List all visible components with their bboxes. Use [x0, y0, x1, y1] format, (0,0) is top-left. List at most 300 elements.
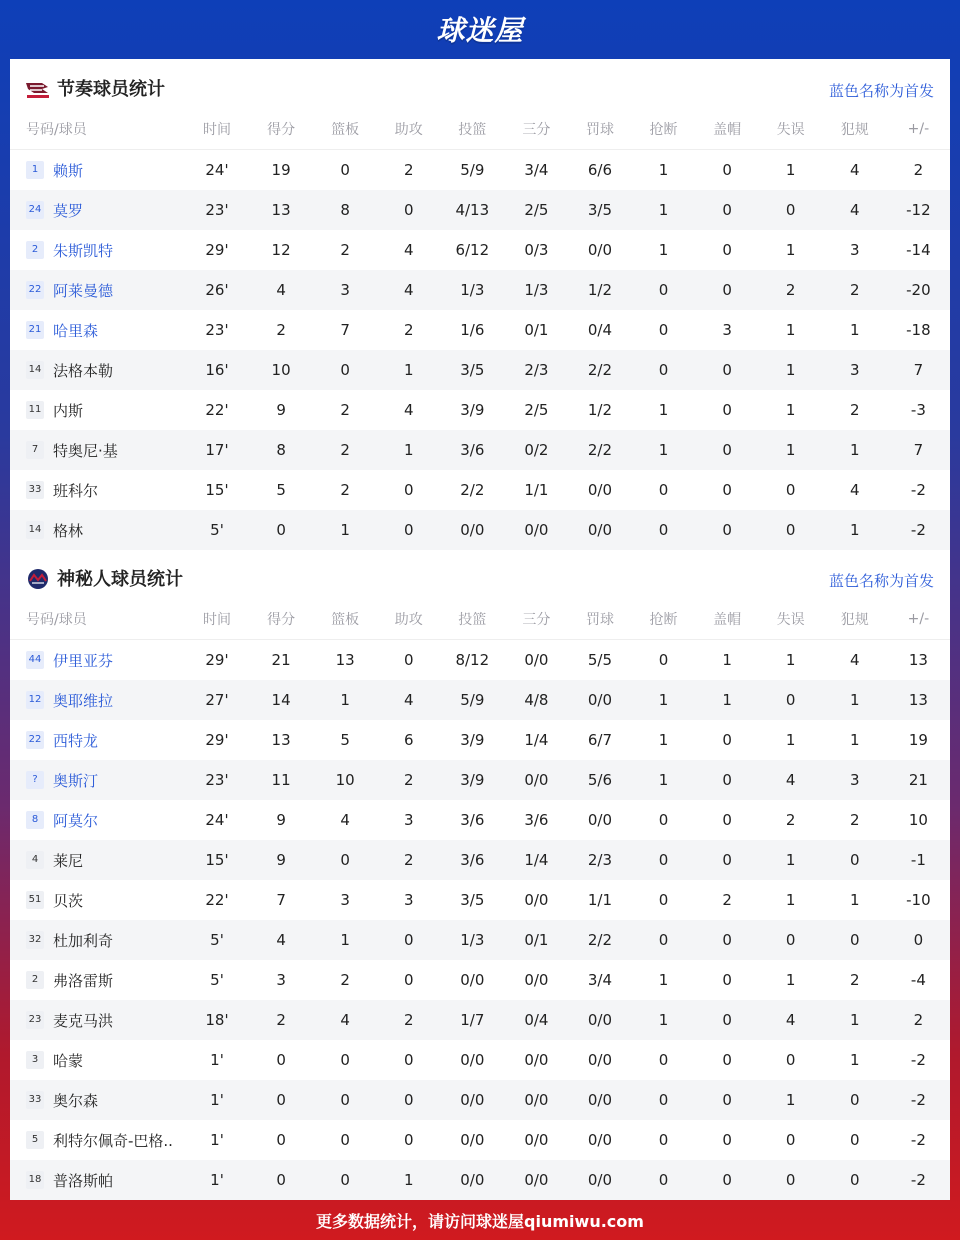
stat-cell: 0 [696, 1160, 759, 1200]
player-cell [10, 880, 185, 920]
stat-cell: 3 [823, 350, 887, 390]
footer-text: 更多数据统计，请访问球迷屋qiumiwu.com [316, 1211, 644, 1231]
stat-cell: 0 [658, 811, 669, 829]
stat-cell: 3/5 [440, 350, 504, 390]
stat-cell: 2/3 [504, 350, 568, 390]
stat-cell: 2 [276, 321, 286, 339]
stat-cell: 1/3 [440, 270, 504, 310]
column-header: 罚球 [585, 122, 614, 138]
stat-cell: 13 [908, 651, 928, 669]
player-cell [10, 760, 185, 800]
column-header: 盖帽 [713, 122, 742, 138]
player-cell [10, 190, 185, 230]
stat-cell: 5' [210, 971, 224, 989]
stat-cell: 0 [759, 680, 823, 720]
stat-cell: 0 [722, 1051, 732, 1069]
player-name: 班科尔 [53, 481, 99, 500]
jersey-number-badge: 14 [26, 361, 44, 379]
player-cell [10, 1000, 185, 1040]
jersey-number-badge: 2 [26, 241, 44, 259]
stat-cell: 1/3 [440, 920, 504, 960]
stat-cell: 4 [403, 241, 414, 259]
stat-cell: 0/0 [568, 680, 631, 720]
stat-cell: 0 [658, 1051, 669, 1069]
stat-cell: 5/9 [440, 680, 504, 720]
stat-cell: 29' [205, 651, 229, 669]
stat-cell: 1' [210, 1131, 224, 1149]
column-header: 篮板 [331, 122, 360, 138]
column-header: 投篮 [458, 612, 487, 628]
stat-cell: 3 [340, 891, 350, 909]
stat-cell: 2 [823, 270, 887, 310]
stat-cell: 2 [313, 430, 377, 470]
stat-cell: 4 [340, 811, 350, 829]
player-cell [10, 640, 185, 681]
stat-cell: 1/2 [587, 401, 613, 419]
jersey-number-badge: 33 [26, 1091, 44, 1109]
player-row [10, 430, 950, 470]
stat-cell: 1 [849, 731, 860, 749]
player-cell [10, 430, 185, 470]
stat-cell: 1/3 [504, 270, 568, 310]
stat-cell: 21 [271, 651, 291, 669]
stat-cell: 1 [785, 241, 796, 259]
player-row [10, 1000, 950, 1040]
stat-cell: 1 [849, 891, 860, 909]
stat-cell: 5/6 [568, 760, 631, 800]
player-name: 麦克马洪 [53, 1011, 114, 1030]
player-cell [10, 150, 185, 191]
stat-cell: 0 [785, 481, 796, 499]
stat-cell: 13 [887, 680, 950, 720]
stat-cell: -2 [910, 1131, 926, 1149]
stat-cell: 14 [249, 680, 313, 720]
stat-cell: 24' [205, 161, 229, 179]
stat-cell: 0 [658, 481, 669, 499]
stat-cell: 0 [759, 1160, 823, 1200]
stat-cell: -3 [910, 401, 926, 419]
stat-cell: 1 [823, 1000, 887, 1040]
player-cell [10, 350, 185, 390]
player-cell [10, 1040, 185, 1080]
stat-cell: 1 [759, 1080, 823, 1120]
stat-cell: 1 [759, 350, 823, 390]
stat-cell: 19 [908, 731, 928, 749]
stat-cell: 1 [823, 680, 887, 720]
stat-cell: 4 [377, 680, 440, 720]
stat-cell: 0 [696, 510, 759, 550]
stat-cell: 0/0 [524, 1051, 549, 1069]
player-name: 杜加利奇 [53, 931, 114, 950]
player-row [10, 190, 950, 230]
jersey-number-badge: 33 [26, 481, 44, 499]
player-row [10, 640, 950, 681]
stat-cell: 10 [908, 811, 928, 829]
player-name: 莫罗 [53, 201, 84, 220]
stat-cell: 6 [403, 731, 414, 749]
stat-cell: 2 [849, 401, 860, 419]
column-header: 抢断 [649, 122, 678, 138]
stat-cell: 0 [696, 1080, 759, 1120]
stat-cell: 2 [403, 161, 414, 179]
stat-cell: 18' [185, 1000, 249, 1040]
stat-cell: 0 [696, 920, 759, 960]
column-header: 号码/球员 [26, 122, 87, 138]
player-cell [10, 840, 185, 880]
starter-legend-note: 蓝色名称为首发 [828, 82, 934, 100]
stat-cell: 1' [185, 1080, 249, 1120]
stat-cell: 1 [377, 350, 440, 390]
column-header: 失误 [776, 612, 805, 628]
stat-cell: 0 [313, 1080, 377, 1120]
jersey-number-badge: 23 [26, 1011, 44, 1029]
stat-cell: 7 [340, 321, 350, 339]
player-row [10, 760, 950, 800]
player-row [10, 470, 950, 510]
jersey-number-badge: 21 [26, 321, 44, 339]
player-row [10, 800, 950, 840]
stat-cell: 0 [722, 401, 732, 419]
stat-cell: 1 [631, 1000, 695, 1040]
stat-cell: 3 [403, 811, 414, 829]
player-name: 赖斯 [53, 161, 84, 180]
stat-cell: -12 [887, 190, 950, 230]
stat-cell: 3/6 [460, 811, 485, 829]
stat-cell: 1 [658, 241, 669, 259]
column-header: 投篮 [458, 122, 487, 138]
stat-cell: 0/0 [440, 510, 504, 550]
stat-cell: 4/13 [440, 190, 504, 230]
column-header: 三分 [522, 122, 551, 138]
player-name: 伊里亚芬 [53, 651, 114, 670]
stat-cell: 1 [785, 401, 796, 419]
stat-cell: 0 [696, 760, 759, 800]
player-row [10, 270, 950, 310]
player-row [10, 310, 950, 350]
stat-cell: 0 [658, 891, 669, 909]
player-cell [10, 720, 185, 760]
stat-cell: 3 [276, 971, 286, 989]
stat-cell: 23' [205, 321, 229, 339]
stat-cell: 7 [276, 891, 286, 909]
stat-cell: 3/9 [440, 760, 504, 800]
stat-cell: 4 [249, 920, 313, 960]
player-name: 阿莱曼德 [53, 281, 114, 300]
player-row [10, 960, 950, 1000]
jersey-number-badge: 3 [26, 1051, 44, 1069]
column-header: 篮板 [331, 612, 360, 628]
stat-cell: -4 [910, 971, 926, 989]
stat-cell: 0 [631, 920, 695, 960]
jersey-number-badge: 22 [26, 281, 44, 299]
stat-cell: 0 [403, 481, 414, 499]
stat-cell: 0 [658, 321, 669, 339]
starter-legend-note-2: 蓝色名称为首发 [828, 572, 934, 590]
stat-cell: 2 [377, 1000, 440, 1040]
stat-cell: 29' [205, 241, 229, 259]
stat-cell: 1 [631, 760, 695, 800]
stat-cell: 2/2 [568, 430, 631, 470]
stat-cell: 2/5 [504, 190, 568, 230]
player-name: 奥耶维拉 [53, 691, 114, 710]
stat-cell: 4 [849, 161, 860, 179]
stat-cell: 13 [335, 651, 355, 669]
player-cell [10, 680, 185, 720]
stat-cell: -2 [910, 481, 926, 499]
player-cell [10, 1120, 185, 1160]
stat-cell: 0 [823, 1160, 887, 1200]
stat-cell: 0 [696, 1000, 759, 1040]
stat-cell: 1 [785, 891, 796, 909]
table-header-row [10, 109, 950, 150]
stat-cell: 0 [403, 1131, 414, 1149]
stat-cell: -2 [910, 1051, 926, 1069]
stat-cell: 0 [631, 1080, 695, 1120]
jersey-number-badge: 2 [26, 971, 44, 989]
brand-logo: 球迷屋 [436, 14, 524, 47]
stat-cell: 0 [377, 1080, 440, 1120]
stat-cell: 0 [377, 190, 440, 230]
player-row [10, 1040, 950, 1080]
stat-cell: 1 [313, 920, 377, 960]
stat-cell: 1 [313, 680, 377, 720]
stat-cell: 2 [340, 481, 350, 499]
stat-cell: 1 [849, 321, 860, 339]
team2-title: 神秘人球员统计 [57, 569, 183, 590]
stat-cell: 1 [785, 971, 796, 989]
stat-cell: 0 [759, 920, 823, 960]
player-cell [10, 800, 185, 840]
stat-cell: 3/6 [440, 430, 504, 470]
stat-cell: 0 [696, 840, 759, 880]
stat-cell: 0/0 [568, 1000, 631, 1040]
column-header: 失误 [776, 122, 805, 138]
stat-cell: 29' [205, 731, 229, 749]
stat-cell: 0/0 [587, 481, 613, 499]
stat-cell: 23' [185, 760, 249, 800]
stat-cell: 0 [249, 1160, 313, 1200]
stat-cell: 0 [722, 161, 732, 179]
player-row [10, 350, 950, 390]
stat-cell: 5 [340, 731, 350, 749]
player-row [10, 1080, 950, 1120]
stat-cell: 15' [205, 481, 229, 499]
stat-cell: 0/2 [504, 430, 568, 470]
stat-cell: 0 [276, 1131, 286, 1149]
stat-cell: 1 [759, 430, 823, 470]
stat-cell: 13 [249, 190, 313, 230]
stat-cell: 22' [205, 891, 229, 909]
player-name: 普洛斯帕 [53, 1171, 114, 1190]
player-name: 内斯 [53, 401, 84, 420]
jersey-number-badge: 5 [26, 1131, 44, 1149]
stat-cell: 0/0 [460, 971, 485, 989]
stat-cell: 4 [377, 270, 440, 310]
stat-cell: 0 [722, 241, 732, 259]
stat-cell: 10 [249, 350, 313, 390]
player-name: 西特龙 [53, 731, 99, 750]
stat-cell: 2/2 [568, 350, 631, 390]
jersey-number-badge: 4 [26, 851, 44, 869]
stat-cell: -18 [906, 321, 931, 339]
stat-cell: 3/6 [524, 811, 549, 829]
column-header: +/- [907, 121, 930, 137]
player-name: 贝茨 [53, 891, 84, 910]
stat-cell: 0 [722, 731, 732, 749]
player-row [10, 1160, 950, 1200]
stat-cell: 0 [696, 350, 759, 390]
brand-header [0, 0, 960, 58]
stat-cell: 1 [377, 430, 440, 470]
player-row [10, 680, 950, 720]
stat-cell: -14 [906, 241, 931, 259]
stat-cell: 1 [631, 190, 695, 230]
stat-cell: 2 [403, 321, 414, 339]
stat-cell: 0 [403, 651, 414, 669]
stat-cell: 2 [913, 161, 924, 179]
stat-cell: 1 [785, 321, 796, 339]
player-row [10, 720, 950, 760]
stat-cell: 1 [658, 731, 669, 749]
stat-cell: 2 [887, 1000, 950, 1040]
stat-cell: 0/0 [568, 1160, 631, 1200]
column-header: 三分 [522, 612, 551, 628]
player-name: 奥斯汀 [53, 771, 99, 790]
stat-cell: 0/0 [587, 1131, 613, 1149]
jersey-number-badge: ? [26, 771, 44, 789]
stat-cell: 2/5 [524, 401, 549, 419]
stat-cell: 0/0 [587, 811, 613, 829]
stat-cell: 0 [759, 510, 823, 550]
player-cell [10, 230, 185, 270]
stat-cell: 26' [185, 270, 249, 310]
stat-cell: 3/9 [460, 731, 485, 749]
jersey-number-badge: 11 [26, 401, 44, 419]
stat-cell: 0/0 [524, 651, 549, 669]
stat-cell: 0/3 [524, 241, 549, 259]
stat-cell: 0/0 [568, 510, 631, 550]
column-header: 助攻 [394, 612, 423, 628]
stat-cell: 0 [722, 481, 732, 499]
stat-cell: 3/6 [440, 840, 504, 880]
stat-cell: 0/0 [440, 1160, 504, 1200]
stat-cell: 1/4 [524, 731, 549, 749]
player-cell [10, 270, 185, 310]
stat-cell: 27' [185, 680, 249, 720]
column-header: 抢断 [649, 612, 678, 628]
team-logo-rhythm-icon [24, 77, 52, 101]
stat-cell: 4 [403, 401, 414, 419]
stat-cell: 1/7 [440, 1000, 504, 1040]
stat-cell: 22' [205, 401, 229, 419]
player-name: 奥尔森 [53, 1091, 99, 1110]
stat-cell: 1 [759, 840, 823, 880]
player-row [10, 840, 950, 880]
team2-stats-table [10, 599, 950, 1200]
stat-cell: 11 [249, 760, 313, 800]
stat-cell: -2 [887, 1080, 950, 1120]
column-header: 时间 [203, 122, 231, 138]
stat-cell: 1 [696, 680, 759, 720]
stat-cell: 0 [340, 161, 350, 179]
stat-cell: 0/0 [460, 1131, 485, 1149]
player-name: 特奥尼·基 [53, 441, 118, 460]
stat-cell: 0/0 [587, 1051, 613, 1069]
stat-cell: 1 [631, 680, 695, 720]
stat-cell: -1 [887, 840, 950, 880]
player-cell [10, 470, 185, 510]
team1-stats-table [10, 109, 950, 550]
player-cell [10, 390, 185, 430]
stat-cell: 3/5 [568, 190, 631, 230]
column-header: 盖帽 [713, 612, 742, 628]
stat-cell: 23' [185, 190, 249, 230]
stat-cell: 2 [340, 401, 350, 419]
player-name: 法格本勒 [53, 361, 114, 380]
player-row [10, 1120, 950, 1160]
column-header: 犯规 [840, 122, 869, 138]
stat-cell: 9 [276, 811, 286, 829]
stat-cell: 0/0 [460, 1051, 485, 1069]
stat-cell: 0/0 [504, 760, 568, 800]
stat-cell: 0 [823, 840, 887, 880]
player-name: 弗洛雷斯 [53, 971, 114, 990]
jersey-number-badge: 44 [26, 651, 44, 669]
stat-cell: 0/0 [524, 891, 549, 909]
column-header: 时间 [203, 612, 231, 628]
jersey-number-badge: 8 [26, 811, 44, 829]
stat-cell: 3 [403, 891, 414, 909]
table-header-row [10, 599, 950, 640]
stat-cell: 0 [403, 971, 414, 989]
stat-cell: 4 [849, 651, 860, 669]
stat-cell: 8 [313, 190, 377, 230]
stat-cell: 0 [785, 1051, 796, 1069]
stat-cell: 1' [210, 1051, 224, 1069]
stat-cell: 0/1 [504, 920, 568, 960]
team-logo-mystics-icon [24, 567, 52, 591]
stat-cell: 3 [313, 270, 377, 310]
stat-cell: 3/9 [460, 401, 485, 419]
stat-cell: 3/4 [524, 161, 549, 179]
player-cell [10, 920, 185, 960]
stat-cell: 0/0 [587, 241, 613, 259]
stat-cell: 0 [696, 190, 759, 230]
stat-cell: 0 [823, 920, 887, 960]
player-name: 朱斯凯特 [53, 241, 114, 260]
player-cell [10, 510, 185, 550]
stat-cell: -2 [887, 1160, 950, 1200]
stat-cell: -10 [906, 891, 931, 909]
stat-cell: 0 [631, 510, 695, 550]
stat-cell: 1 [785, 161, 796, 179]
jersey-number-badge: 14 [26, 521, 44, 539]
stat-cell: 8 [249, 430, 313, 470]
player-row [10, 230, 950, 270]
stat-cell: 1/1 [587, 891, 613, 909]
stat-cell: 2 [849, 971, 860, 989]
stat-cell: 2/3 [568, 840, 631, 880]
stat-cell: 1 [722, 651, 732, 669]
stat-cell: 0 [340, 1051, 350, 1069]
stat-cell: 1 [823, 510, 887, 550]
stat-cell: -2 [887, 510, 950, 550]
stat-cell: 1/4 [504, 840, 568, 880]
stat-cell: 3/4 [587, 971, 613, 989]
stat-cell: 1/6 [460, 321, 485, 339]
player-row [10, 880, 950, 920]
stat-cell: 9 [249, 840, 313, 880]
